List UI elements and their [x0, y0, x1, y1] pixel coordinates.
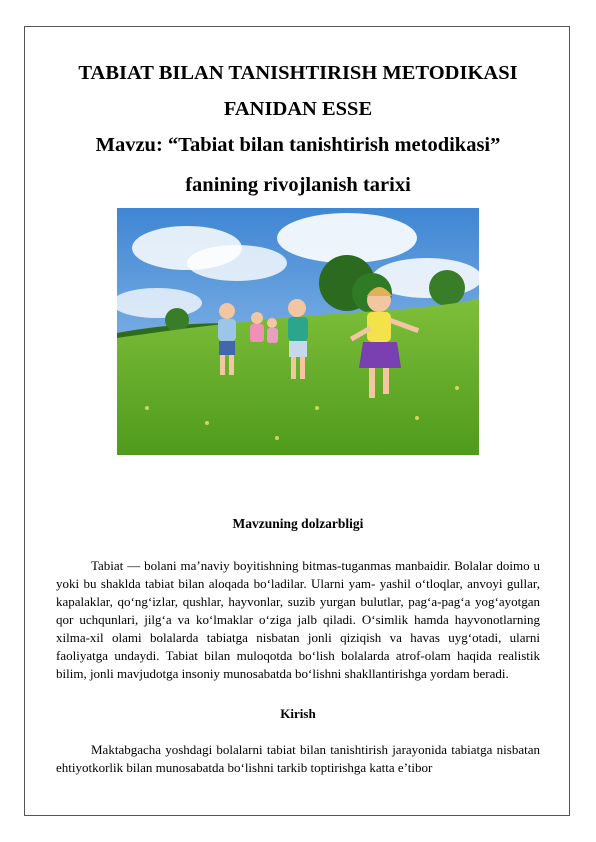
section-heading-introduction: Kirish — [280, 706, 316, 721]
document-title-continued: FANIDAN ESSE — [223, 98, 373, 120]
relevance-paragraph-text: Tabiat — bolani ma’naviy boyitishning bitmas-tuganmas manbaidir. Bolalar doimo u yoki bu shaklda tabiat bilan aloqada bo‘ladilar. Ularni yam- yashil o‘tloqlar, anvoyi gullar, kapalaklar, qo‘ng‘izlar, qushlar, hayvonlar, suzib yurgan bulutlar, pag‘a-pag‘a yog‘ayotgan qor uchqunlari, jilg‘a va ko‘lmaklar o‘ziga jalb qiladi. O‘simlik hamda hayvonotlarning xilma-xil olami bolalarda tabiatga nisbatan jonli qiziqish va havas uyg‘otadi, ularni faoliyatga undaydi. Tabiat bilan muloqotda bo‘lish bolalarda atrof-olam haqida realistik bilim, jonli mavjudotga insoniy munosabatda bo‘lishni shakllantirishga yordam beradi. — [56, 558, 540, 681]
introduction-paragraph-text: Maktabgacha yoshdagi bolalarni tabiat bilan tanishtirish jarayonida tabiatga nisbatan ehtiyotkorlik bilan munosabatda bo‘lishni tarkib toptirishga katta e’tibor — [56, 742, 540, 775]
children-running-in-meadow-photo — [117, 208, 479, 455]
section-heading-relevance: Mavzuning dolzarbligi — [232, 516, 364, 531]
relevance-paragraph — [56, 557, 540, 683]
topic-title: Mavzu: “Tabiat bilan tanishtirish metodikasi” — [95, 134, 501, 156]
topic-title-continued: fanining rivojlanish tarixi — [185, 174, 411, 196]
document-title: TABIAT BILAN TANISHTIRISH METODIKASI — [78, 62, 518, 84]
introduction-paragraph — [56, 741, 540, 777]
